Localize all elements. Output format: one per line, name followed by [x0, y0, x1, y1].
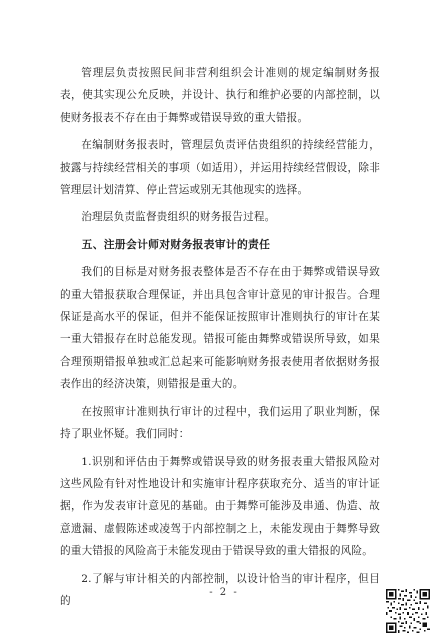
paragraph-item-1: 1.识别和评估由于舞弊或错误导致的财务报表重大错报风险对这些风险有针对性地设计和实施审计程序获取充分、适当的审计证据，作为发表审计意见的基础。由于舞弊可能涉及串通、伪造、故意遗漏、虚假陈述或凌驾于内部控制之上，未能发现由于舞弊导致的重大错报的风险高于未能发现由于错误导致的重大错报的风险。 [60, 455, 380, 558]
paragraph-professional-judgment: 在按照审计准则执行审计的过程中，我们运用了职业判断，保持了职业怀疑。我们同时： [60, 405, 380, 441]
paragraph-item-2: 2.了解与审计相关的内部控制，以设计恰当的审计程序，但目的 [60, 572, 380, 607]
section-heading: 五、注册会计师对财务报表审计的责任 [81, 237, 271, 251]
paragraph-governance-oversight: 治理层负责监督贵组织的财务报告过程。 [81, 211, 276, 224]
document-body [60, 62, 380, 617]
qr-code-icon [386, 589, 430, 633]
paragraph-auditor-objective: 我们的目标是对财务报表整体是否不存在由于舞弊或错误导致的重大错报获取合理保证，并出具包含审计意见的审计报告。合理保证是高水平的保证，但并不能保证按照审计准则执行的审计在某一重大错报存在时总能发现。错报可能由舞弊或错误所导致，如果合理预期错报单独或汇总起来可能影响财务报表使用者依据财务报表作出的经济决策，则错报是重大的。 [60, 266, 380, 391]
paragraph-management-responsibility: 管理层负责按照民间非营利组织会计准则的规定编制财务报表，使其实现公允反映，并设计、执行和维护必要的内部控制，以使财务报表不存在由于舞弊或错误导致的重大错报。 [60, 67, 380, 124]
page-number: - 2 - [209, 587, 239, 598]
paragraph-going-concern: 在编制财务报表时，管理层负责评估贵组织的持续经营能力，披露与持续经营相关的事项（如适用），并运用持续经营假设，除非管理层计划清算、停止营运或别无其他现实的选择。 [60, 139, 380, 197]
